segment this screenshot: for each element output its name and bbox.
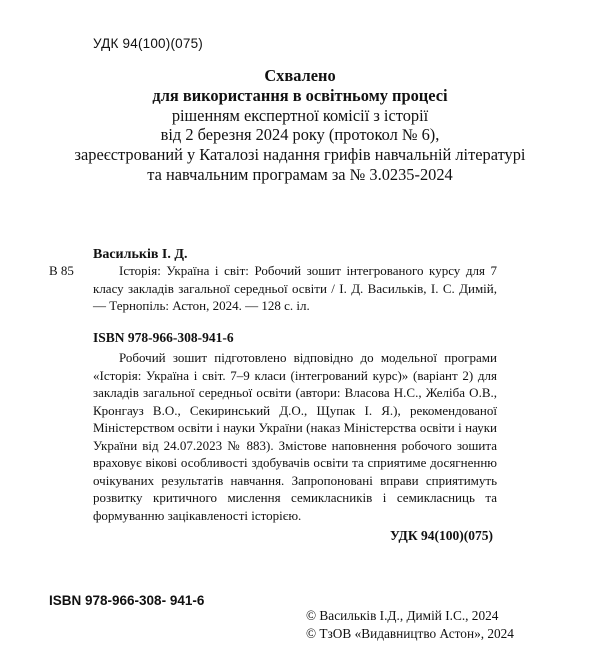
approval-subheading: для використання в освітньому процесі	[152, 85, 448, 105]
abstract-paragraph: Робочий зошит підготовлено відповідно до модельної програми «Історія: Україна і світ. 7–9 класи (інтегрований курс)» (варіант 2) для закладів загальної середньої освіти (автори: Власова Н.С., Желіба О.В., Кронгауз В.О., Секиринський Д.О., Щупак І. Я.), рекомендованої Міністерством освіти і науки України (наказ Міністерства освіти і науки України від 24.07.2023 № 883). Змістове наповнення робочого зошита враховує вікові особливості здобувачів освіти та сприятиме досягненню очікуваних результатів навчання. Запропоновані вправи сприятимуть розвитку критичного мислення семикласників і семикласниць та формуванню зацікавленості історією.	[93, 350, 497, 523]
approval-line: рішенням експертної комісії з історії	[171, 105, 429, 125]
copyright-block	[306, 607, 514, 643]
catalog-code: В 85	[49, 263, 74, 278]
udk-code-top: УДК 94(100)(075)	[93, 36, 203, 51]
copyright-line: © ТзОВ «Видавництво Астон», 2024	[306, 626, 514, 641]
catalog-author: Васильків І. Д.	[93, 247, 188, 262]
copyright-line: © Васильків І.Д., Димій І.С., 2024	[306, 608, 499, 623]
approval-line: зареєстрований у Каталозі надання грифів навчальній літературі	[74, 145, 526, 165]
isbn-middle: ISBN 978-966-308-941-6	[93, 330, 234, 345]
approval-heading: Схвалено	[264, 66, 336, 85]
udk-code-right: УДК 94(100)(075)	[390, 528, 493, 543]
approval-line: та навчальним програмам за № 3.0235-2024	[147, 164, 453, 184]
approval-line: від 2 березня 2024 року (протокол № 6),	[160, 125, 440, 145]
catalog-description: Історія: Україна і світ: Робочий зошит інтегрованого курсу для 7 класу закладів загальної середньої освіти / І. Д. Васильків, І. С. Димій, — Тернопіль: Астон, 2024. — 128 с. іл.	[93, 263, 497, 314]
approval-block	[0, 66, 600, 185]
isbn-bottom: ISBN 978-966-308- 941-6	[49, 593, 205, 608]
